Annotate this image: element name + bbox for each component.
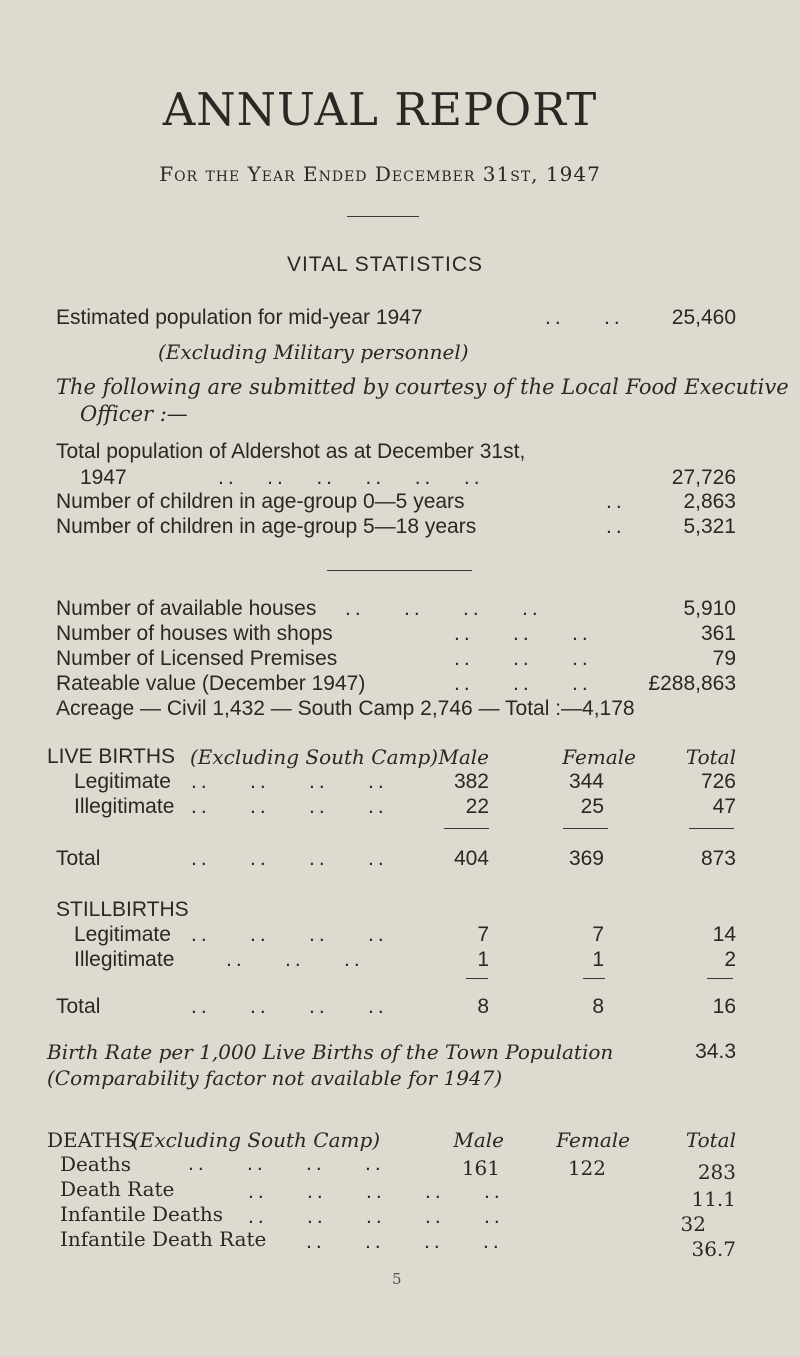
- sum-rule: [444, 828, 489, 829]
- rateable-value: £288,863: [648, 672, 736, 695]
- stillbirths-female: 8: [592, 995, 604, 1018]
- deaths-col-total: Total: [685, 1128, 736, 1152]
- rateable-value-label: Rateable value (December 1947): [56, 672, 366, 695]
- stillbirths-row-label: Total: [56, 995, 101, 1018]
- leader-dots: .. .. .. ..: [191, 770, 388, 793]
- stillbirths-total: 2: [724, 948, 736, 971]
- live-births-heading-note: (Excluding South Camp): [190, 745, 439, 769]
- leader-dots: .. .. .. ..: [188, 1152, 385, 1175]
- births-total: 873: [700, 847, 736, 870]
- leader-dots: .. ..: [545, 306, 624, 329]
- leader-dots: ..: [606, 515, 626, 538]
- stillbirths-total: 16: [712, 995, 736, 1018]
- sum-rule: [689, 828, 734, 829]
- total-population-value: 27,726: [671, 466, 736, 489]
- section-heading-vital-statistics: VITAL STATISTICS: [286, 253, 484, 276]
- section-divider: [327, 570, 472, 571]
- licensed-premises-label: Number of Licensed Premises: [56, 647, 338, 670]
- births-row-label: Illegitimate: [74, 795, 175, 818]
- sum-rule: [707, 978, 733, 979]
- acreage-line: Acreage — Civil 1,432 — South Camp 2,746 — Total :—4,178: [56, 697, 635, 720]
- births-female: 25: [580, 795, 604, 818]
- courtesy-line-2: Officer :—: [80, 402, 188, 426]
- courtesy-line-1: The following are submitted by courtesy of the Local Food Executive: [56, 375, 789, 399]
- deaths-row-label: Infantile Death Rate: [60, 1227, 267, 1251]
- children-5-18-value: 5,321: [683, 515, 736, 538]
- children-5-18-label: Number of children in age-group 5—18 years: [56, 515, 477, 538]
- leader-dots: .. .. .. ..: [191, 795, 388, 818]
- leader-dots: .. .. .. .. .. ..: [218, 466, 484, 489]
- births-col-total: Total: [685, 745, 736, 769]
- title-divider: [347, 216, 419, 217]
- leader-dots: .. .. .. ..: [191, 923, 388, 946]
- deaths-total: 32: [680, 1212, 706, 1236]
- births-male: 404: [453, 847, 489, 870]
- births-female: 344: [568, 770, 604, 793]
- births-female: 369: [568, 847, 604, 870]
- deaths-row-label: Death Rate: [60, 1177, 175, 1201]
- leader-dots: .. .. .. .. ..: [248, 1180, 504, 1203]
- deaths-col-female: Female: [556, 1128, 630, 1152]
- licensed-premises-value: 79: [712, 647, 736, 670]
- shops-label: Number of houses with shops: [56, 622, 333, 645]
- leader-dots: .. .. .. ..: [191, 847, 388, 870]
- houses-value: 5,910: [683, 597, 736, 620]
- total-population-label: Total population of Aldershot as at December 31st,: [56, 440, 526, 463]
- live-births-heading: LIVE BIRTHS: [47, 745, 175, 768]
- deaths-heading-note: (Excluding South Camp): [132, 1128, 381, 1152]
- birth-rate-label: Birth Rate per 1,000 Live Births of the Town Population: [47, 1040, 614, 1064]
- leader-dots: .. .. ..: [454, 622, 592, 645]
- births-col-female: Female: [562, 745, 636, 769]
- children-0-5-label: Number of children in age-group 0—5 years: [56, 490, 465, 513]
- births-total: 726: [700, 770, 736, 793]
- stillbirths-total: 14: [712, 923, 736, 946]
- birth-rate-value: 34.3: [695, 1040, 736, 1063]
- sum-rule: [563, 828, 608, 829]
- stillbirths-female: 7: [592, 923, 604, 946]
- birth-rate-note: (Comparability factor not available for 1947): [47, 1066, 503, 1090]
- deaths-total: 11.1: [691, 1187, 736, 1211]
- deaths-heading: DEATHS: [47, 1128, 136, 1152]
- shops-value: 361: [700, 622, 736, 645]
- deaths-female: 122: [567, 1156, 606, 1180]
- sum-rule: [466, 978, 488, 979]
- births-row-label: Legitimate: [74, 770, 171, 793]
- deaths-row-label: Infantile Deaths: [60, 1202, 223, 1226]
- houses-label: Number of available houses: [56, 597, 317, 620]
- leader-dots: .. .. ..: [226, 948, 364, 971]
- stillbirths-heading: STILLBIRTHS: [56, 898, 189, 921]
- deaths-total: 283: [697, 1160, 736, 1184]
- births-male: 22: [465, 795, 489, 818]
- leader-dots: .. .. ..: [454, 647, 592, 670]
- deaths-row-label: Deaths: [60, 1152, 131, 1176]
- stillbirths-male: 1: [477, 948, 489, 971]
- births-male: 382: [453, 770, 489, 793]
- report-subtitle: For the Year Ended December 31st, 1947: [159, 162, 601, 186]
- deaths-male: 161: [461, 1156, 500, 1180]
- population-note: (Excluding Military personnel): [158, 340, 469, 364]
- leader-dots: .. .. .. ..: [191, 995, 388, 1018]
- stillbirths-female: 1: [592, 948, 604, 971]
- deaths-total: 36.7: [691, 1237, 736, 1261]
- stillbirths-male: 8: [477, 995, 489, 1018]
- stillbirths-row-label: Illegitimate: [74, 948, 175, 971]
- births-total: 47: [712, 795, 736, 818]
- leader-dots: .. .. ..: [454, 672, 592, 695]
- report-title: ANNUAL REPORT: [162, 83, 598, 136]
- leader-dots: ..: [606, 490, 626, 513]
- population-value: 25,460: [671, 306, 736, 329]
- leader-dots: .. .. .. .. ..: [248, 1205, 504, 1228]
- stillbirths-row-label: Legitimate: [74, 923, 171, 946]
- stillbirths-male: 7: [477, 923, 489, 946]
- deaths-col-male: Male: [453, 1128, 504, 1152]
- page-number: 5: [392, 1270, 402, 1288]
- children-0-5-value: 2,863: [683, 490, 736, 513]
- births-row-label: Total: [56, 847, 101, 870]
- leader-dots: .. .. .. ..: [345, 597, 542, 620]
- leader-dots: .. .. .. ..: [306, 1230, 503, 1253]
- total-population-year: 1947: [80, 466, 127, 489]
- sum-rule: [583, 978, 605, 979]
- population-label: Estimated population for mid-year 1947: [56, 306, 423, 329]
- births-col-male: Male: [438, 745, 489, 769]
